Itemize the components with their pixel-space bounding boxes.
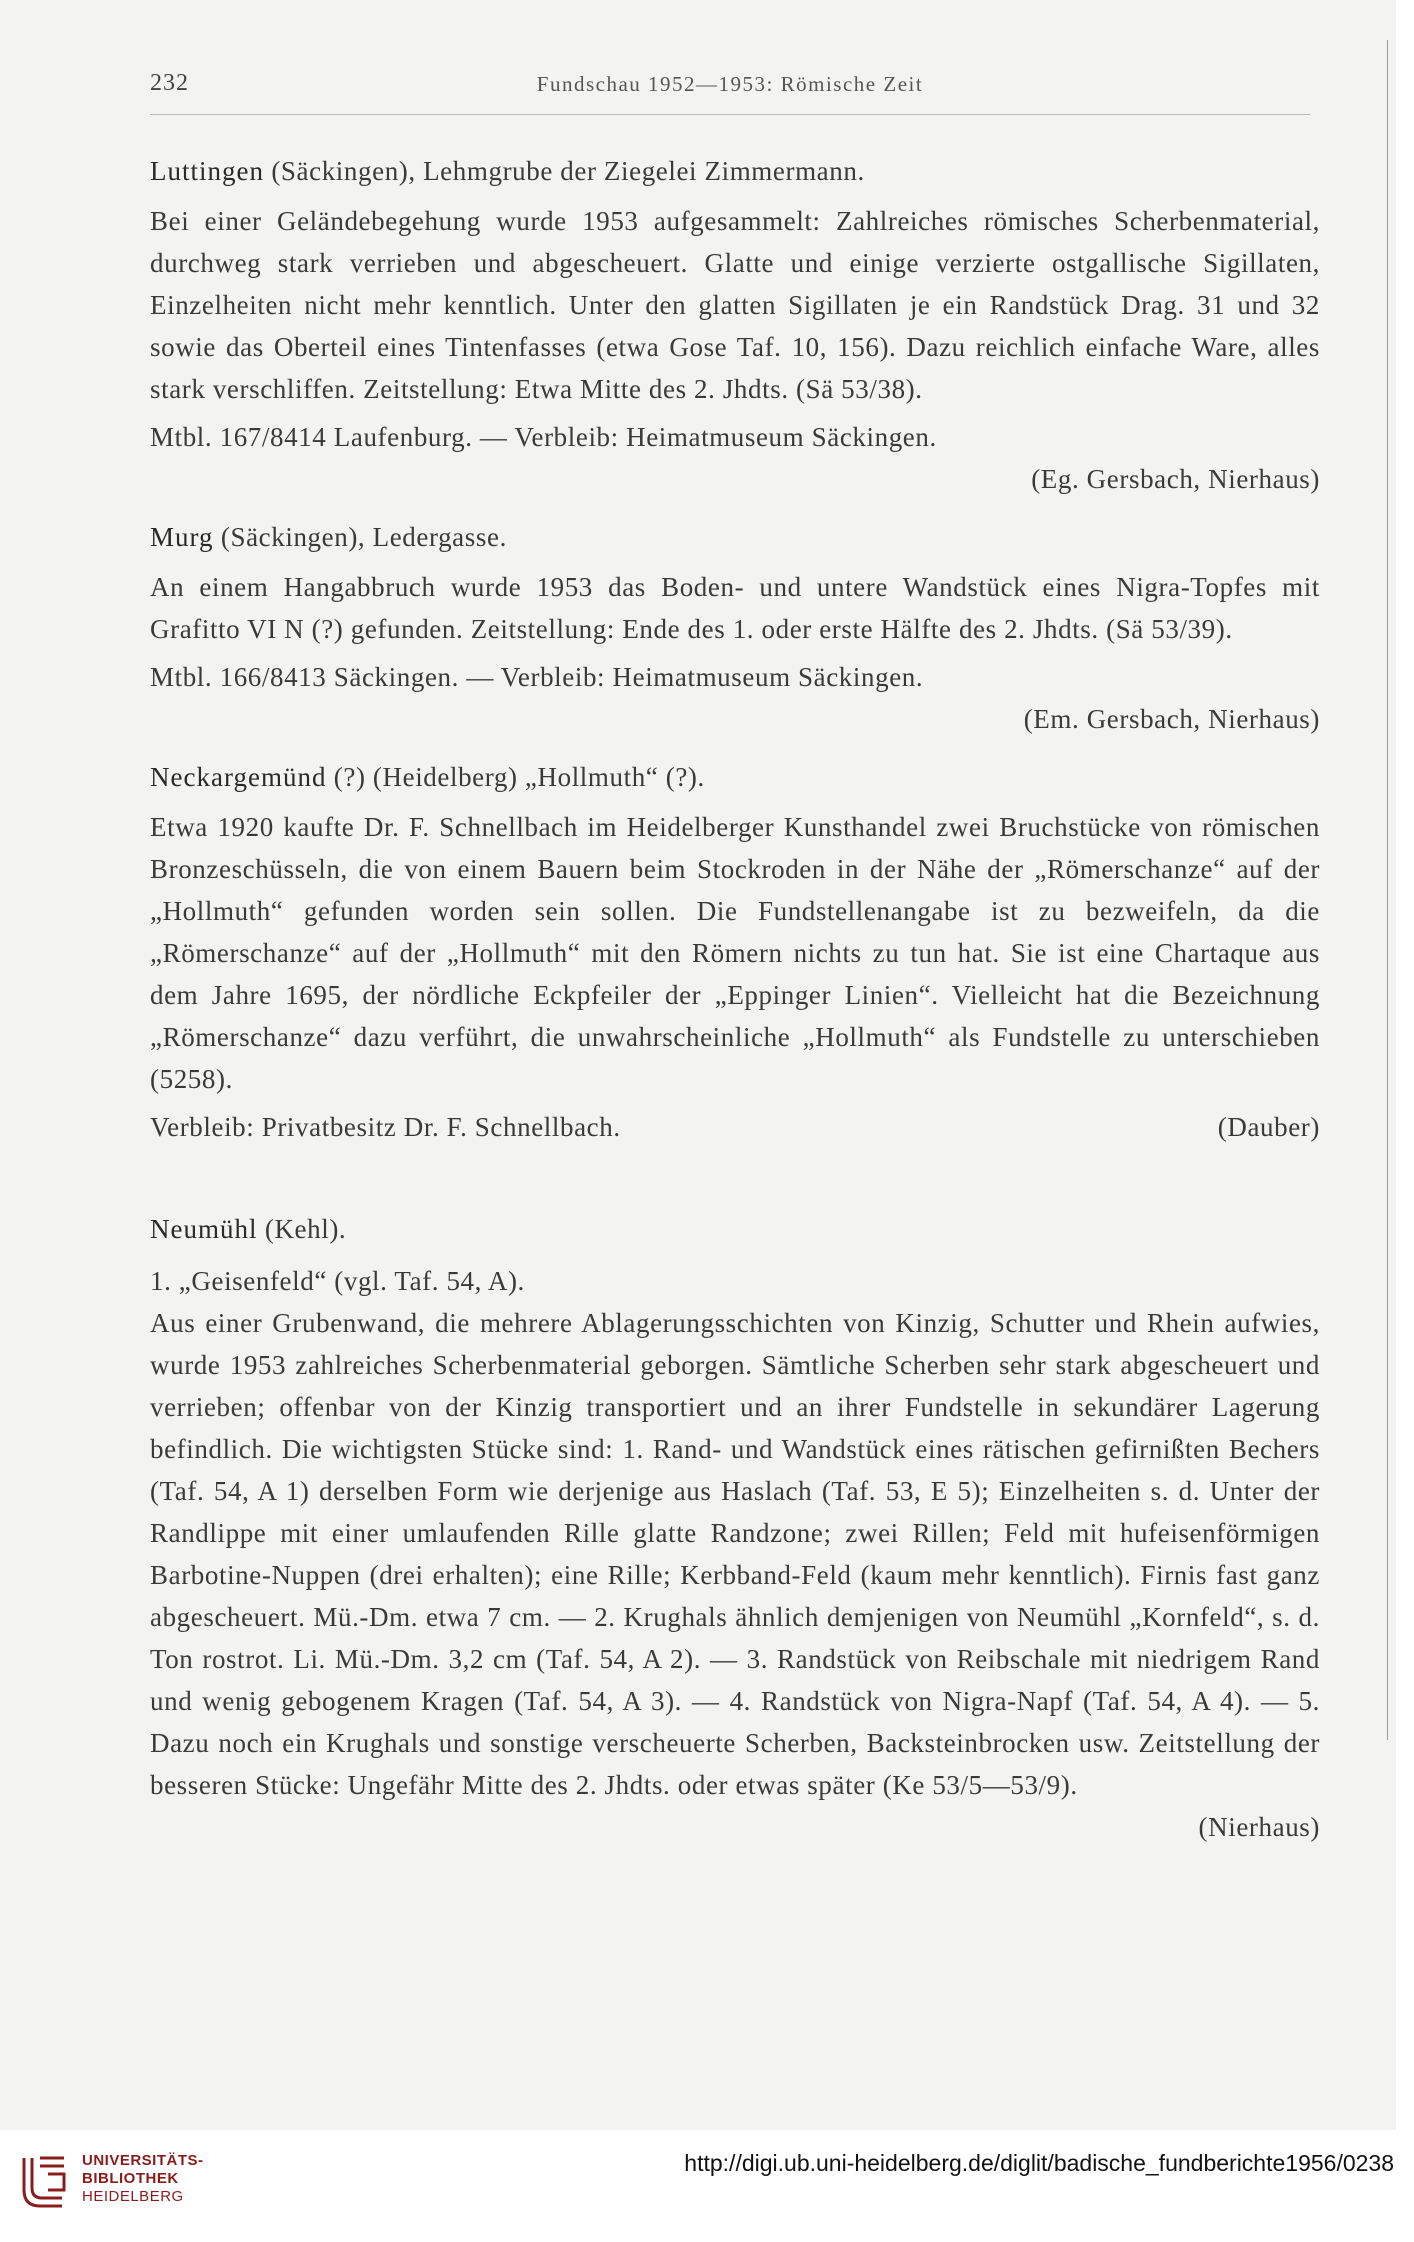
sub-heading: 1. „Geisenfeld“ (vgl. Taf. 54, A). <box>150 1266 525 1296</box>
page-content <box>150 150 1320 1848</box>
library-name <box>82 2152 204 2206</box>
entry-authors: (Em. Gersbach, Nierhaus) <box>1023 704 1320 734</box>
site-location: (Säckingen), Ledergasse. <box>213 522 507 552</box>
site-name: Neumühl <box>150 1214 258 1244</box>
site-location: (?) (Heidelberg) „Hollmuth“ (?). <box>326 762 705 792</box>
find-location: Verbleib: Privatbesitz Dr. F. Schnellbach. <box>150 1112 621 1142</box>
site-name: Murg <box>150 522 214 552</box>
site-title <box>150 756 1320 798</box>
site-title <box>150 516 1320 558</box>
entry-paragraph: Bei einer Geländebegehung wurde 1953 aufgesammelt: Zahlreiches römisches Scherbenmaterial, durchweg stark verrieben und abgescheuert. Glatte und einige verzierte ostgallische Sigillaten, Einzelheiten nicht mehr kenntlich. Unter den glatten Sigillaten je ein Randstück Drag. 31 und 32 sowie das Oberteil eines Tintenfasses (etwa Gose Taf. 10, 156). Dazu reichlich einfache Ware, alles stark verschliffen. Zeitstellung: Etwa Mitte des 2. Jhdts. (Sä 53/38). <box>150 206 1320 404</box>
entry-authors: (Dauber) <box>1217 1112 1320 1142</box>
site-location: (Kehl). <box>257 1214 347 1244</box>
entry-authors: (Nierhaus) <box>1198 1812 1320 1842</box>
ub-heidelberg-logo-icon <box>18 2150 70 2214</box>
find-location-line <box>150 1106 1320 1148</box>
entry-luttingen <box>150 150 1320 500</box>
entry-paragraph: Aus einer Grubenwand, die mehrere Ablagerungsschichten von Kinzig, Schutter und Rhein aufwies, wurde 1953 zahlreiches Scherbenmaterial geborgen. Sämtliche Scherben sehr stark abgescheuert und verrieben; offenbar von der Kinzig transportiert und an ihrer Fundstelle in sekundärer Lagerung befindlich. Die wichtigsten Stücke sind: 1. Rand- und Wandstück eines rätischen gefirnißten Bechers (Taf. 54, A 1) derselben Form wie derjenige aus Haslach (Taf. 53, E 5); Einzelheiten s. d. Unter der Randlippe mit einer umlaufenden Rille glatte Randzone; zwei Rillen; Feld mit hufeisenförmigen Barbotine-Nuppen (drei erhalten); eine Rille; Kerbband-Feld (kaum mehr kenntlich). Firnis fast ganz abgescheuert. Mü.-Dm. etwa 7 cm. — 2. Krughals ähnlich demjenigen von Neumühl „Kornfeld“, s. d. Ton rostrot. Li. Mü.-Dm. 3,2 cm (Taf. 54, A 2). — 3. Randstück von Reibschale mit niedrigem Rand und wenig gebogenem Kragen (Taf. 54, A 3). — 4. Randstück von Nigra-Napf (Taf. 54, A 4). — 5. Dazu noch ein Krughals und sonstige verscheuerte Scherben, Backsteinbrocken usw. Zeitstellung der besseren Stücke: Ungefähr Mitte des 2. Jhdts. oder etwas später (Ke 53/5—53/9). <box>150 1308 1320 1800</box>
map-reference: Mtbl. 167/8414 Laufenburg. — Verbleib: Heimatmuseum Säckingen. <box>150 422 937 452</box>
page-number: 232 <box>150 70 189 96</box>
digitization-footer <box>0 2130 1414 2242</box>
running-head: Fundschau 1952—1953: Römische Zeit <box>536 72 924 96</box>
entry-paragraph: An einem Hangabbruch wurde 1953 das Boden- und untere Wandstück eines Nigra-Topfes mit Grafitto VI N (?) gefunden. Zeitstellung: Ende des 1. oder erste Hälfte des 2. Jhdts. (Sä 53/39). <box>150 572 1320 644</box>
entry-murg <box>150 516 1320 740</box>
entry-neumuehl <box>150 1208 1320 1848</box>
library-name-line: UNIVERSITÄTS- <box>82 2152 204 2169</box>
page-edge-line <box>1387 40 1388 1740</box>
page-header <box>150 70 1310 115</box>
library-city: HEIDELBERG <box>82 2188 184 2205</box>
entry-authors: (Eg. Gersbach, Nierhaus) <box>1031 464 1320 494</box>
entry-neckargemuend <box>150 756 1320 1148</box>
site-title <box>150 1208 1320 1250</box>
site-name: Luttingen <box>150 156 264 186</box>
library-name-line: BIBLIOTHEK <box>82 2170 179 2187</box>
site-location: (Säckingen), Lehmgrube der Ziegelei Zimmermann. <box>263 156 865 186</box>
map-reference: Mtbl. 166/8413 Säckingen. — Verbleib: Heimatmuseum Säckingen. <box>150 662 924 692</box>
site-title <box>150 150 1320 192</box>
source-url-link[interactable]: http://digi.ub.uni-heidelberg.de/diglit/badische_fundberichte1956/0238 <box>684 2150 1394 2176</box>
entry-paragraph: Etwa 1920 kaufte Dr. F. Schnellbach im Heidelberger Kunsthandel zwei Bruchstücke von römischen Bronzeschüsseln, die von einem Bauern beim Stockroden in der Nähe der „Römerschanze“ auf der „Hollmuth“ gefunden worden sein sollen. Die Fundstellenangabe ist zu bezweifeln, da die „Römerschanze“ auf der „Hollmuth“ mit den Römern nichts zu tun hat. Sie ist eine Chartaque aus dem Jahre 1695, der nördliche Eckpfeiler der „Eppinger Linien“. Vielleicht hat die Bezeichnung „Römerschanze“ dazu verführt, die unwahrscheinliche „Hollmuth“ als Fundstelle zu unterschieben (5258). <box>150 812 1320 1094</box>
site-name: Neckargemünd <box>150 762 327 792</box>
